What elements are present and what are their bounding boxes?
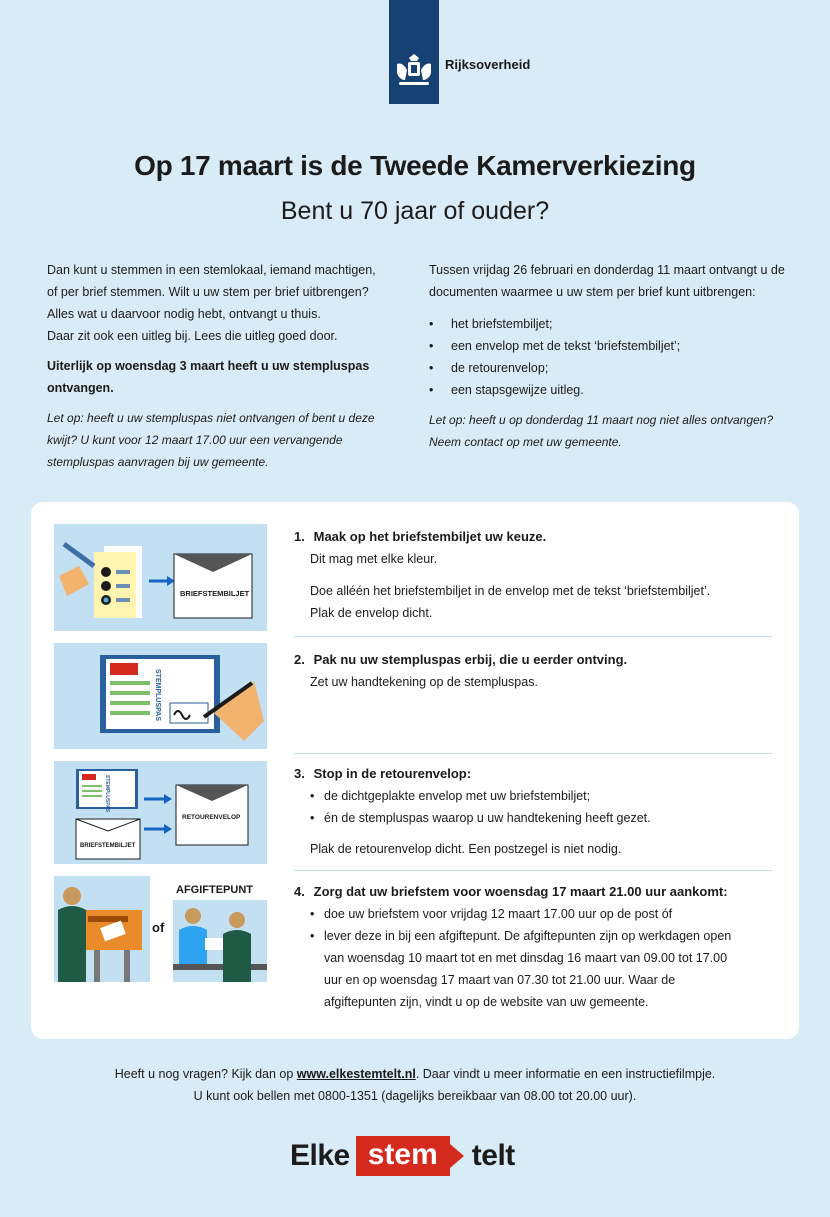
deadline-statement: Uiterlijk op woensdag 3 maart heeft u uw stempluspas ontvangen. [47,359,370,395]
afgiftepunt-icon [173,876,267,982]
list-item: • én de stempluspas waarop u uw handtekening heeft gezet. [310,807,772,829]
list-item: • de dichtgeplakte envelop met uw briefstembiljet; [310,785,772,807]
list-item: • de retourenvelop; [429,357,799,379]
intro-line: Alles wat u daarvoor nodig hebt, ontvangt u thuis. [47,307,321,321]
logo-word-elke: Elke [290,1138,350,1172]
footer-line: Heeft u nog vragen? Kijk dan op www.elkestemtelt.nl. Daar vindt u meer informatie en een instructiefilmpje. [114,1067,716,1081]
footer-line: U kunt ook bellen met 0800-1351 (dagelijks bereikbaar van 08.00 tot 20.00 uur). [193,1089,637,1103]
documents-intro: Tussen vrijdag 26 februari en donderdag 11 maart ontvangt u de documenten waarmee u uw stem per brief kunt uitbrengen: [429,263,785,299]
envelope-label: BRIEFSTEMBILJET [180,589,250,598]
step4-afgiftepunt-illustration [173,876,267,982]
divider [294,636,772,637]
pass-label: STEMPLUSPAS [154,669,161,721]
step-bullets [294,903,734,1013]
intro-line: of per brief stemmen. Wilt u uw stem per brief uitbrengen? [47,285,369,299]
intro-right-column [429,259,799,453]
ballot-envelope-icon [54,524,267,631]
documents-note: Let op: heeft u op donderdag 11 maart nog niet alles ontvangen? Neem contact op met uw gemeente. [429,413,774,449]
list-item: • het briefstembiljet; [429,313,799,335]
page-subtitle: Bent u 70 jaar of ouder? [280,197,550,225]
step-heading: 4. Zorg dat uw briefstem voor woensdag 17 maart 21.00 uur aankomt: [294,884,728,899]
list-item: • een stapsgewijze uitleg. [429,379,799,401]
return-envelope-icon [54,761,267,864]
intro-line: Daar zit ook een uitleg bij. Lees die uitleg goed door. [47,329,338,343]
intro-left-column [47,259,407,473]
stempluspas-signing-icon [54,643,267,749]
logo-wordmark: Rijksoverheid [445,57,531,72]
documents-list [429,313,799,401]
step-text: Plak de retourenvelop dicht. Een postzegel is niet nodig. [310,842,622,856]
logo-word-telt: telt [471,1138,515,1172]
step3-illustration [54,761,267,864]
step4-mailbox-illustration [54,876,150,982]
step-heading: 3. Stop in de retourenvelop: [294,766,472,781]
divider [294,753,772,754]
list-item: • lever deze in bij een afgiftepunt. De afgiftepunten zijn op werkdagen open van woensdag 10 maart tot en met dinsdag 16 maart van 09.00 tot 17.00 uur en op woensdag 17 maart van 07.30 tot 21.00 uur. Waar de afgiftepunten zijn, vindt u op de website van uw gemeente. [310,925,734,1013]
intro-line: Dan kunt u stemmen in een stemlokaal, iemand machtigen, [47,263,376,277]
mailbox-icon [54,876,150,982]
step1-illustration [54,524,267,631]
coat-of-arms-icon [389,52,439,92]
campaign-logo [290,1133,515,1178]
envelope-label: BRIEFSTEMBILJET [80,843,136,849]
step2-illustration [54,643,267,749]
logo-arrow-icon [450,1144,464,1168]
website-link[interactable]: www.elkestemtelt.nl [296,1067,416,1081]
steps-card [31,502,799,1039]
step-4 [294,881,772,1013]
stempluspas-note: Let op: heeft u uw stempluspas niet ontvangen of bent u deze kwijt? U kunt voor 12 maart 17.00 uur een vervangende stempluspas aanvragen bij uw gemeente. [47,411,375,469]
envelope-label: RETOURENVELOP [182,814,241,821]
step-heading: 2. Pak nu uw stempluspas erbij, die u eerder ontving. [294,652,628,667]
step-2 [294,649,772,693]
footer-info [0,1063,830,1107]
step-text: Doe alléén het briefstembiljet in de envelop met de tekst ‘briefstembiljet’. Plak de envelop dicht. [310,584,711,620]
afgiftepunt-label: AFGIFTEPUNT [176,884,253,896]
step-1 [294,526,772,624]
step-3 [294,763,772,860]
step-text: Dit mag met elke kleur. [310,552,438,566]
pass-label: STEMPLUSPAS [104,775,110,813]
divider [294,870,772,871]
page-title: Op 17 maart is de Tweede Kamerverkiezing [134,150,696,181]
step-text: Zet uw handtekening op de stempluspas. [310,675,538,689]
step-heading: 1. Maak op het briefstembiljet uw keuze. [294,529,547,544]
step-bullets [294,785,772,829]
or-label: of [152,920,165,935]
logo-word-stem: stem [356,1136,450,1176]
list-item: • doe uw briefstem voor vrijdag 12 maart 17.00 uur op de post óf [310,903,734,925]
list-item: • een envelop met de tekst ‘briefstembiljet’; [429,335,799,357]
